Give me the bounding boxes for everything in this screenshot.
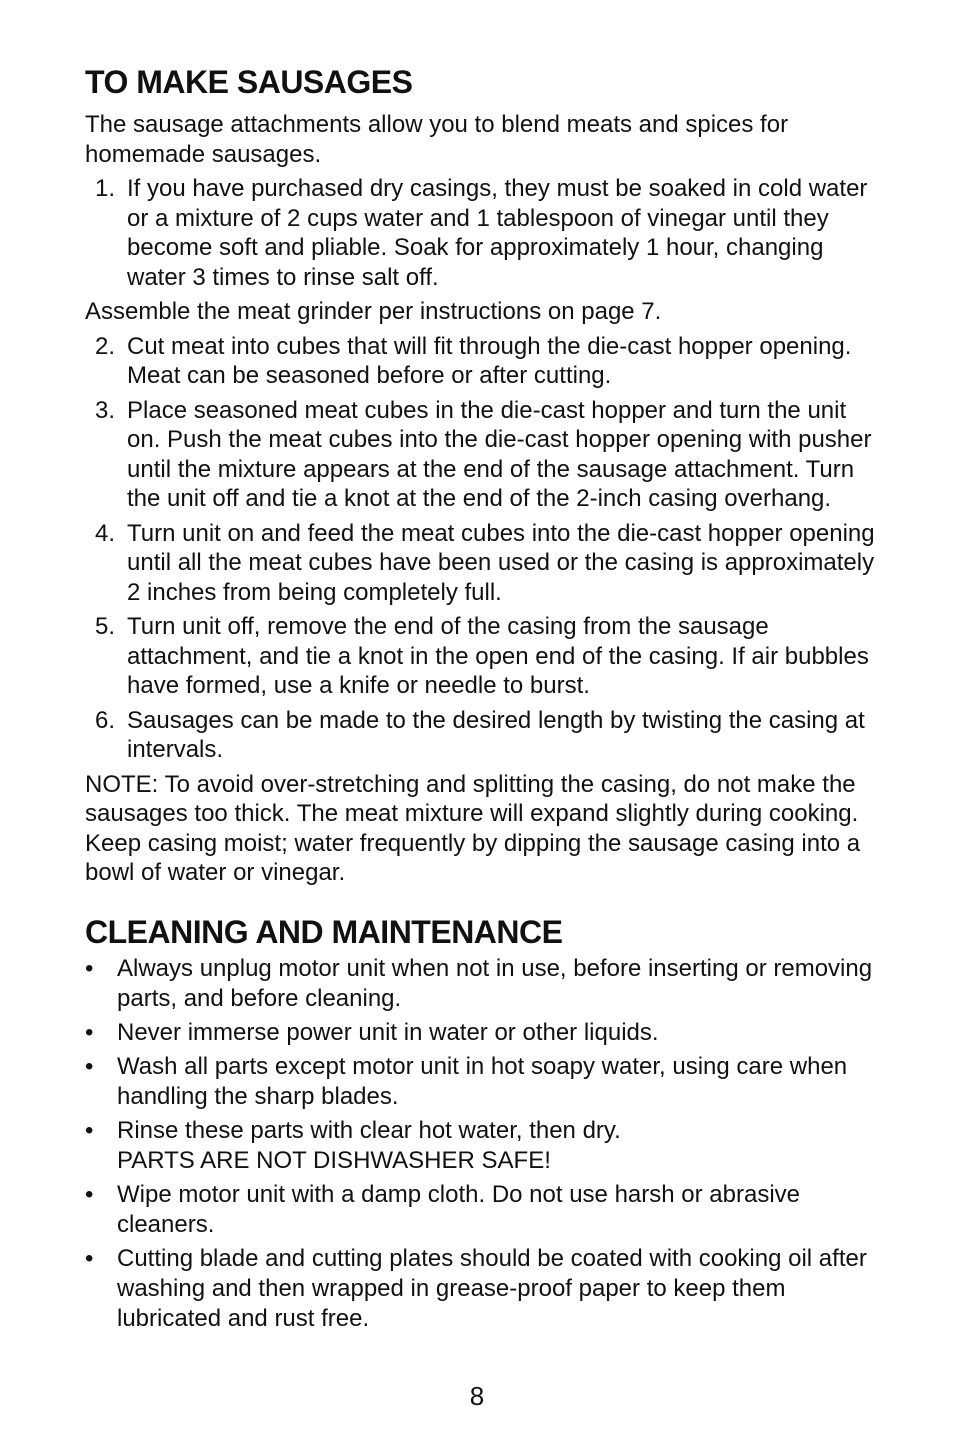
bullet-text: Wipe motor unit with a damp cloth. Do not use harsh or abrasive cleaners. bbox=[117, 1180, 800, 1238]
bullet-icon: • bbox=[85, 1052, 94, 1080]
bullet-icon: • bbox=[85, 1018, 94, 1046]
step-number: 5. bbox=[95, 613, 116, 640]
bullet-text: Wash all parts except motor unit in hot soapy water, using care when handling the sharp blades. bbox=[117, 1052, 848, 1110]
bullet-item bbox=[85, 1018, 875, 1048]
step-item bbox=[85, 174, 875, 292]
bullet-item bbox=[85, 1244, 875, 1334]
sausage-steps-part1 bbox=[85, 174, 875, 292]
step-text: Place seasoned meat cubes in the die-cast hopper and turn the unit on. Push the meat cubes into the die-cast hopper opening with pusher until the mixture appears at the end of the sausage attachment. Turn the unit off and tie a knot at the end of the 2-inch casing overhang. bbox=[127, 396, 872, 512]
step-number: 2. bbox=[95, 332, 116, 360]
sausages-intro: The sausage attachments allow you to blend meats and spices for homemade sausages. bbox=[85, 111, 789, 168]
step-text: Turn unit off, remove the end of the casing from the sausage attachment, and tie a knot in the open end of the casing. If air bubbles have formed, use a knife or needle to burst. bbox=[127, 613, 869, 699]
bullet-item bbox=[85, 1052, 875, 1112]
step-item bbox=[85, 612, 875, 701]
step-number: 4. bbox=[95, 519, 116, 547]
step-number: 1. bbox=[95, 175, 116, 202]
step-text: Turn unit on and feed the meat cubes into the die-cast hopper opening until all the meat cubes have been used or the casing is approximately 2 inches from being completely full. bbox=[127, 519, 875, 606]
step-number: 6. bbox=[95, 706, 116, 734]
step-item bbox=[85, 332, 875, 391]
manual-page bbox=[85, 60, 875, 1334]
step-item bbox=[85, 519, 875, 608]
step-text: If you have purchased dry casings, they must be soaked in cold water or a mixture of 2 cups water and 1 tablespoon of vinegar until they become soft and pliable. Soak for approximately 1 hour, changing water 3 times to rinse salt off. bbox=[127, 175, 868, 291]
bullet-text: Cutting blade and cutting plates should be coated with cooking oil after washing and then wrapped in grease-proof paper to keep them lubricated and rust free. bbox=[117, 1244, 867, 1332]
bullet-icon: • bbox=[85, 1180, 94, 1208]
bullet-text: Rinse these parts with clear hot water, then dry. bbox=[117, 1116, 621, 1144]
bullet-icon: • bbox=[85, 1244, 94, 1272]
sausage-steps-part2 bbox=[85, 332, 875, 765]
bullet-item bbox=[85, 1180, 875, 1240]
page-number: 8 bbox=[469, 1381, 485, 1411]
bullet-text: Always unplug motor unit when not in use, before inserting or removing parts, and before cleaning. bbox=[117, 954, 873, 1012]
step-number: 3. bbox=[95, 396, 116, 424]
bullet-item bbox=[85, 954, 875, 1014]
step-text: Cut meat into cubes that will fit through the die-cast hopper opening. Meat can be seasoned before or after cutting. bbox=[127, 332, 852, 389]
step-text: Sausages can be made to the desired length by twisting the casing at intervals. bbox=[127, 706, 865, 763]
dishwasher-warning: PARTS ARE NOT DISHWASHER SAFE! bbox=[117, 1146, 551, 1174]
bullet-item bbox=[85, 1116, 875, 1176]
step-item bbox=[85, 706, 875, 765]
bullet-icon: • bbox=[85, 954, 94, 982]
bullet-icon: • bbox=[85, 1116, 94, 1144]
section-heading-sausages: TO MAKE SAUSAGES bbox=[85, 64, 413, 100]
cleaning-bullets bbox=[85, 954, 875, 1334]
bullet-text: Never immerse power unit in water or other liquids. bbox=[117, 1018, 659, 1046]
assemble-instruction: Assemble the meat grinder per instructions on page 7. bbox=[85, 298, 662, 325]
step-item bbox=[85, 396, 875, 514]
sausage-note: NOTE: To avoid over-stretching and splitting the casing, do not make the sausages too thick. The meat mixture will expand slightly during cooking. Keep casing moist; water frequently by dipping the sausage casing into a bowl of water or vinegar. bbox=[85, 770, 861, 886]
section-heading-cleaning: CLEANING AND MAINTENANCE bbox=[85, 913, 563, 950]
